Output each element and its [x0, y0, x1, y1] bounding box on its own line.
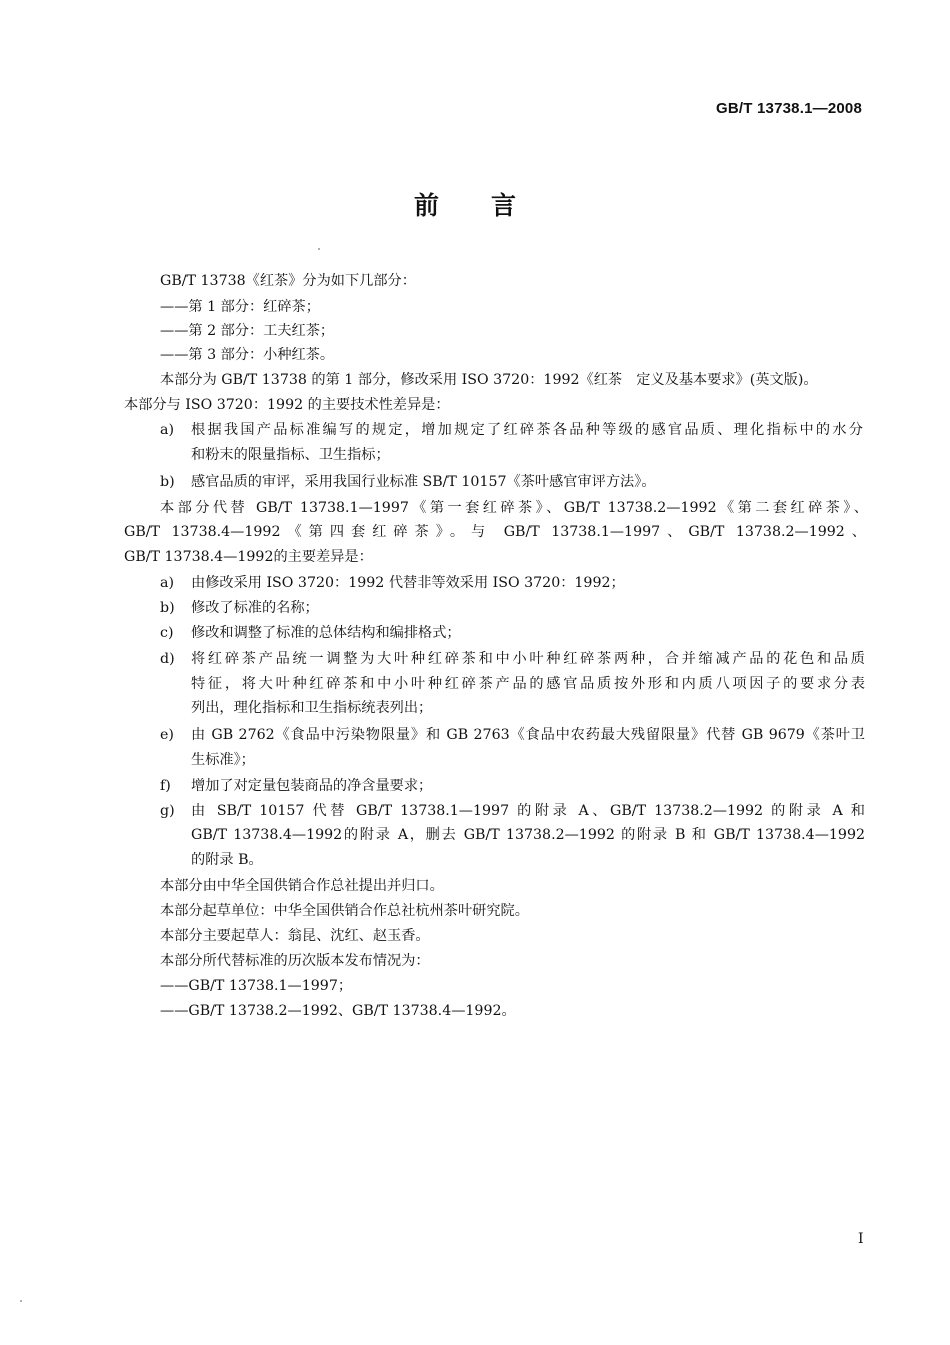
list-label: f): [160, 778, 171, 794]
page-title: 前言: [413, 191, 568, 220]
text-line: 由修改采用 ISO 3720：1992 代替非等效采用 ISO 3720：1992；: [191, 575, 625, 591]
text-line: 列出，理化指标和卫生指标统表列出；: [191, 700, 433, 716]
text-line: 由 GB 2762《食品中污染物限量》和 GB 2763《食品中农药最大残留限量》代替 GB 9679《茶叶卫: [191, 727, 865, 743]
list-label: c): [160, 625, 174, 641]
text-line: 的附录 B。: [191, 852, 263, 868]
list-label: b): [160, 600, 175, 616]
text-line: 本部分起草单位：中华全国供销合作总社杭州茶叶研究院。: [160, 903, 529, 919]
text-line: 本部分主要起草人：翁昆、沈红、赵玉香。: [160, 928, 430, 944]
text-line: 本部分与 ISO 3720：1992 的主要技术性差异是：: [124, 397, 450, 413]
text-line: 本部分代替 GB/T 13738.1—1997《第一套红碎茶》、GB/T 13738.2—1992《第二套红碎茶》、: [160, 500, 868, 516]
text-line: 感官品质的审评，采用我国行业标准 SB/T 10157《茶叶感官审评方法》。: [191, 474, 656, 490]
text-line: 根据我国产品标准编写的规定，增加规定了红碎茶各品种等级的感官品质、理化指标中的水分: [191, 422, 863, 438]
text-line: ——GB/T 13738.1—1997；: [160, 978, 353, 994]
text-line: GB/T 13738.4—1992的附录 A，删去 GB/T 13738.2—1992 的附录 B 和 GB/T 13738.4—1992: [191, 827, 865, 843]
text-line: 增加了对定量包装商品的净含量要求；: [191, 778, 433, 794]
text-line: 生标准》；: [191, 752, 255, 768]
list-label: b): [160, 474, 175, 490]
text-line: 修改了标准的名称；: [191, 600, 319, 616]
text-line: ——第 1 部分：红碎茶；: [160, 299, 320, 315]
list-label: e): [160, 727, 174, 743]
text-line: 本部分由中华全国供销合作总社提出并归口。: [160, 878, 444, 894]
text-line: 由 SB/T 10157 代替 GB/T 13738.1—1997 的附录 A、GB/T 13738.2—1992 的附录 A 和: [191, 803, 865, 819]
text-line: GB/T 13738《红茶》分为如下几部分：: [160, 273, 416, 289]
scan-speck: [318, 248, 320, 250]
text-line: 本部分为 GB/T 13738 的第 1 部分，修改采用 ISO 3720：1992《红茶 定义及基本要求》(英文版)。: [160, 372, 818, 388]
text-line: GB/T 13738.4—1992《第四套红碎茶》。与 GB/T 13738.1—1997、GB/T 13738.2—1992、: [124, 524, 866, 540]
text-line: 本部分所代替标准的历次版本发布情况为：: [160, 953, 430, 969]
text-line: ——GB/T 13738.2—1992、GB/T 13738.4—1992。: [160, 1003, 516, 1019]
list-label: a): [160, 422, 174, 438]
list-label: g): [160, 803, 175, 819]
text-line: ——第 2 部分：工夫红茶；: [160, 323, 335, 339]
list-label: d): [160, 651, 175, 667]
text-line: 和粉末的限量指标、卫生指标；: [191, 447, 390, 463]
text-line: 特征，将大叶种红碎茶和中小叶种红碎茶产品的感官品质按外形和内质八项因子的要求分表: [191, 676, 865, 692]
text-line: ——第 3 部分：小种红茶。: [160, 347, 335, 363]
list-label: a): [160, 575, 174, 591]
scan-speck: [20, 1300, 22, 1302]
text-line: 修改和调整了标准的总体结构和编排格式；: [191, 625, 461, 641]
text-line: 将红碎茶产品统一调整为大叶种红碎茶和中小叶种红碎茶两种，合并缩减产品的花色和品质: [191, 651, 865, 667]
text-line: GB/T 13738.4—1992的主要差异是：: [124, 549, 373, 565]
page-number: I: [858, 1231, 864, 1247]
standard-code: GB/T 13738.1—2008: [716, 100, 862, 117]
